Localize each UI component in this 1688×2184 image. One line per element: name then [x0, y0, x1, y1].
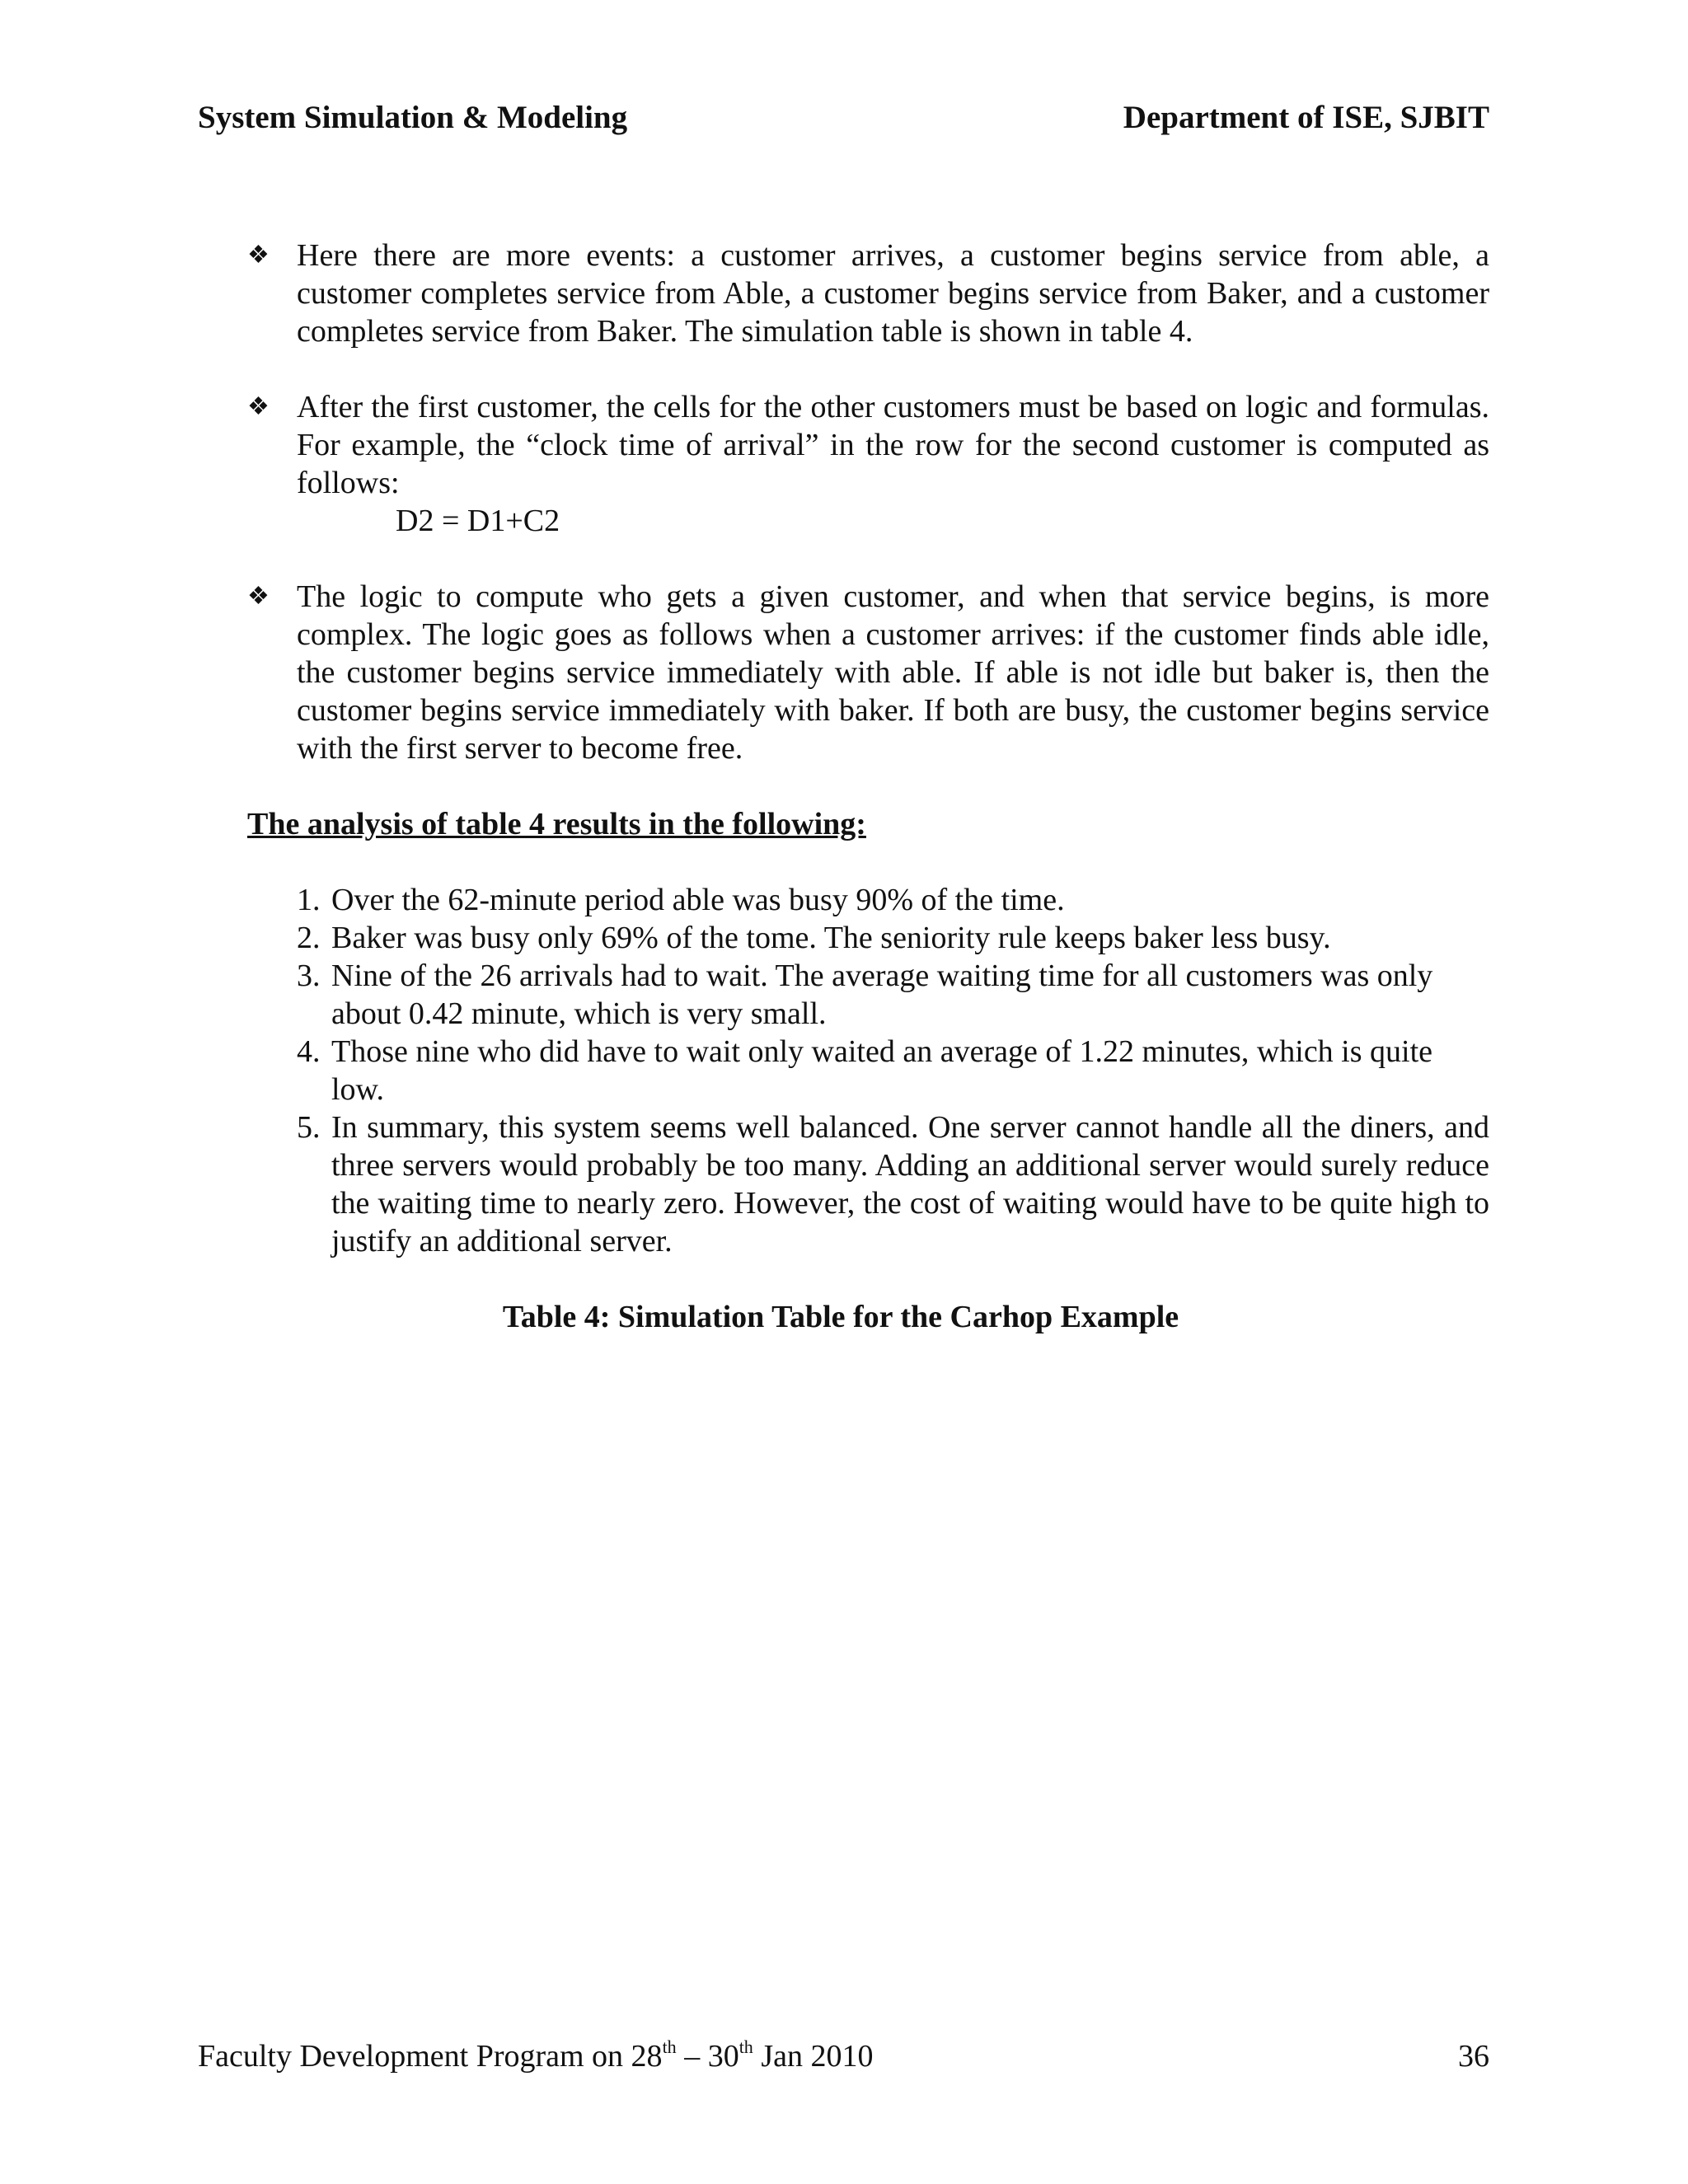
bullet-item [247, 578, 1489, 767]
list-number: 3. [297, 958, 321, 993]
bullet-item [247, 388, 1489, 540]
diamond-bullet-icon: ❖ [247, 241, 270, 269]
list-item [297, 957, 1489, 1033]
bullet-body [297, 388, 1489, 540]
diamond-bullet-icon: ❖ [247, 393, 270, 420]
diamond-bullet-icon: ❖ [247, 583, 270, 610]
footer-text-middle: – 30 [676, 2039, 739, 2074]
list-number: 5. [297, 1110, 321, 1145]
list-item [297, 1033, 1489, 1108]
bullet-item [247, 237, 1489, 350]
footer-superscript: th [662, 2036, 677, 2057]
footer-text-suffix: Jan 2010 [753, 2039, 874, 2074]
list-item [297, 919, 1489, 957]
list-item [297, 1108, 1489, 1260]
header-course-title: System Simulation & Modeling [198, 100, 628, 135]
table-caption: Table 4: Simulation Table for the Carhop Example [502, 1300, 1179, 1334]
bullet-paragraph: After the first customer, the cells for the other customers must be based on logic and formulas. For example, the “clock time of arrival” in the row for the second customer is computed as follows: [297, 390, 1489, 500]
bullet-paragraph: Here there are more events: a customer arrives, a customer begins service from able, a customer completes service from Able, a customer begins service from Baker, and a customer completes service from Baker. The simulation table is shown in table 4. [297, 238, 1489, 349]
page-header [198, 97, 1489, 138]
footer-text-prefix: Faculty Development Program on 28 [198, 2039, 663, 2074]
page-footer [198, 2036, 1489, 2077]
list-text: Baker was busy only 69% of the tome. The seniority rule keeps baker less busy. [331, 921, 1331, 955]
page-content [247, 237, 1489, 1336]
list-text: Nine of the 26 arrivals had to wait. The average waiting time for all customers was only about 0.42 minute, which is very small. [331, 958, 1433, 1031]
list-number: 2. [297, 921, 321, 955]
footer-program [198, 2036, 873, 2077]
list-number: 4. [297, 1034, 321, 1069]
list-text: In summary, this system seems well balanced. One server cannot handle all the diners, and three servers would probably be too many. Adding an additional server would surely reduce the waiting time to nearly zero. However, the cost of waiting would have to be quite high to justify an additional server. [331, 1110, 1489, 1258]
page-number: 36 [1458, 2039, 1489, 2074]
results-list [297, 881, 1489, 1260]
section-heading: The analysis of table 4 results in the following: [247, 807, 866, 841]
list-number: 1. [297, 883, 321, 917]
formula: D2 = D1+C2 [396, 504, 560, 538]
list-item [297, 881, 1489, 919]
bullet-paragraph: The logic to compute who gets a given customer, and when that service begins, is more complex. The logic goes as follows when a customer arrives: if the customer finds able idle, the customer begins service immediately with able. If able is not idle but baker is, then the customer begins service immediately with baker. If both are busy, the customer begins service with the first server to become free. [297, 579, 1489, 766]
footer-superscript: th [738, 2036, 753, 2057]
list-text: Those nine who did have to wait only waited an average of 1.22 minutes, which is quite low. [331, 1034, 1433, 1107]
list-text: Over the 62-minute period able was busy 90% of the time. [331, 883, 1065, 917]
header-department: Department of ISE, SJBIT [1123, 100, 1489, 135]
